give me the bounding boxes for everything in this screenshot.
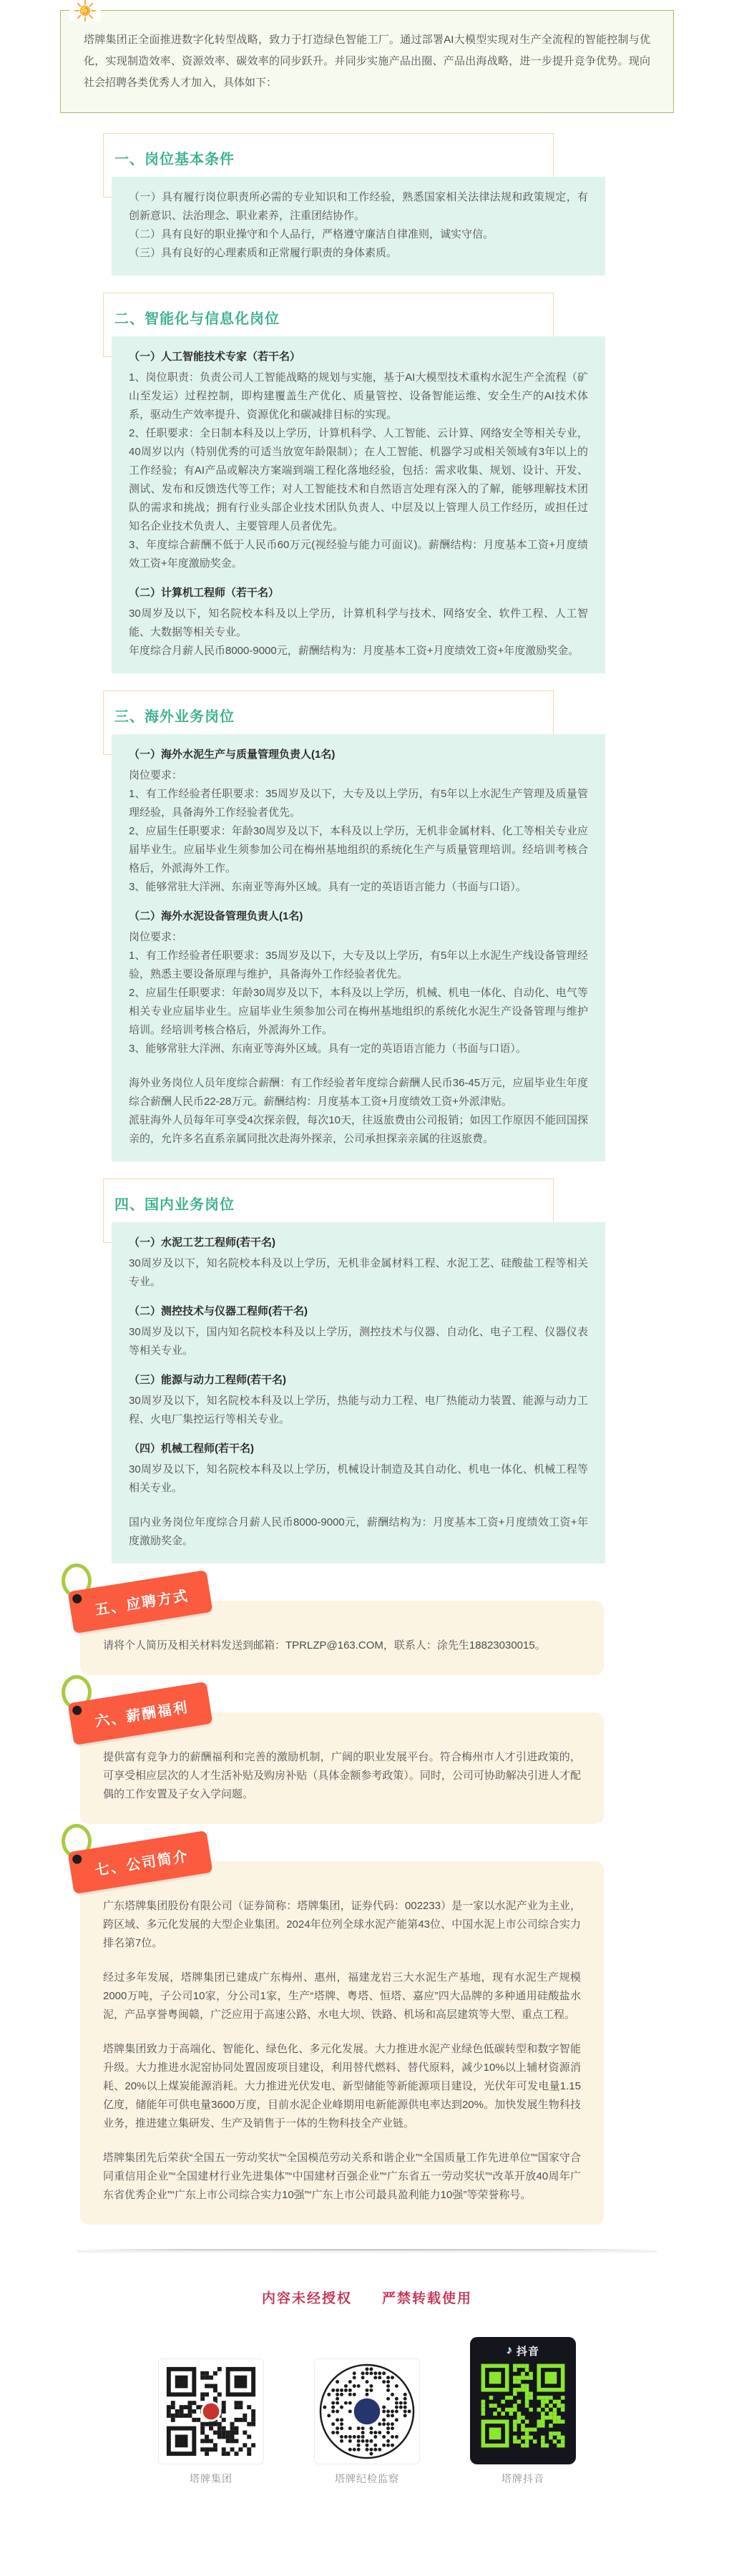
tagged-section xyxy=(80,1588,604,1675)
section-paragraph: 塔牌集团致力于高端化、智能化、绿色化、多元化发展。大力推进水泥产业绿色低碳转型和数字智能升级。大力推进水泥窑协同处置固废项目建设，利用替代燃料、替代原料，减少10%以上辅材资源消耗、20%以上煤炭能源消耗。大力推进光伏发电、新型储能等新能源项目建设，光伏年可发电量1.15亿度，储能年可供电量3600万度，目前水泥企业峰期用电新能源供电率达到20%。加快发展生物科技业务，推进建立集研发、生产及销售于一体的生物科技全产业链。 xyxy=(103,2043,581,2129)
douyin-header xyxy=(507,2341,539,2360)
section-paragraph: 广东塔牌集团股份有限公司（证券简称：塔牌集团，证券代码：002233）是一家以水泥产业为主业，跨区域、多元化发展的大型企业集团。2024年位列全球水泥产能第43位、中国水泥上市公司综合实力排名第7位。 xyxy=(103,1900,581,1949)
qr-label: 塔牌纪检监察 xyxy=(335,2473,399,2484)
qr-label: 塔牌抖音 xyxy=(501,2473,544,2484)
qr-code[interactable] xyxy=(158,2358,264,2464)
job-subheading: （二）计算机工程师（若干名） xyxy=(129,587,280,599)
job-paragraph: 2、任职要求：全日制本科及以上学历，计算机科学、人工智能、云计算、网络安全等相关专业，40周岁以内（特别优秀的可适当放宽年龄限制）；在人工智能、机器学习或相关领域有3年以上的工作经验；有AI产品或解决方案端到端工程化落地经验，包括：需求收集、规划、设计、开发、测试、发布和反馈迭代等工作；对人工智能技术和自然语言处理有深入的了解，能够理解技术团队的需求和挑战；拥有行业头部企业技术团队负责人、中层及以上管理人员工作经历，或担任过知名企业技术负责人、主要管理人员者优先。 xyxy=(129,427,588,532)
job-paragraph: 30周岁及以下，国内知名院校本科及以上学历，测控技术与仪器、自动化、电子工程、仪器仪表等相关专业。 xyxy=(129,1326,588,1357)
job-paragraph: 年度综合月薪人民币8000-9000元，薪酬结构为：月度基本工资+月度绩效工资+年度激励奖金。 xyxy=(129,645,579,657)
job-paragraph: 1、有工作经验者任职要求：35周岁及以下，大专及以上学历，有5年以上水泥生产线设备管理经验，熟悉主要设备原理与维护，具备海外工作经验者优先。 xyxy=(129,950,588,980)
section-paragraph: 请将个人简历及相关材料发送到邮箱：TPRLZP@163.COM，联系人：涂先生18823030015。 xyxy=(103,1639,546,1652)
qr-card xyxy=(314,2358,420,2486)
job-paragraph: 30周岁及以下，知名院校本科及以上学历，机械设计制造及其自动化、机电一体化、机械工程等相关专业。 xyxy=(129,1463,588,1494)
job-paragraph: 30周岁及以下，知名院校本科及以上学历，热能与动力工程、电厂热能动力装置、能源与动力工程、火电厂集控运行等相关专业。 xyxy=(129,1395,588,1425)
section-paragraph: 提供富有竞争力的薪酬福利和完善的激励机制，广阔的职业发展平台。符合梅州市人才引进政策的，可享受相应层次的人才生活补贴及购房补贴（具体金额参考政策）。同时，公司可协助解决引进人才配偶的工作安置及子女入学问题。 xyxy=(103,1751,581,1800)
job-paragraph: 3、能够常驻大洋洲、东南亚等海外区域。具有一定的英语语言能力（书面与口语）。 xyxy=(129,1043,527,1055)
pin-dot-icon xyxy=(72,1705,82,1716)
section-paragraph: 塔牌集团先后荣获“全国五一劳动奖状”“全国模范劳动关系和谐企业”“全国质量工作先进单位”“国家守合同重信用企业”“全国建材行业先进集体”“中国建材百强企业”“广东省五一劳动奖状”“改革开放40周年广东省优秀企业”“广东上市公司综合实力10强”“广东上市公司最具盈利能力10强”等荣誉称号。 xyxy=(103,2152,581,2201)
section-title: 三、海外业务岗位 xyxy=(114,709,235,725)
job-paragraph: 1、有工作经验者任职要求：35周岁及以下，大专及以上学历，有5年以上水泥生产管理及质量管理经验，具备海外工作经验者优先。 xyxy=(129,788,588,819)
section-content-panel xyxy=(112,336,605,673)
copyright-notice: 内容未经授权 严禁转载使用 xyxy=(261,2291,472,2306)
job-subheading: （二）海外水泥设备管理负责人(1名) xyxy=(129,910,303,922)
job-paragraph: 3、年度综合薪酬不低于人民币60万元(视经验与能力可面议)。薪酬结构：月度基本工资+月度绩效工资+年度激励奖金。 xyxy=(129,539,588,570)
douyin-label: 抖音 xyxy=(516,2345,539,2358)
job-paragraph: 海外业务岗位人员年度综合薪酬：有工作经验者年度综合薪酬人民币36-45万元，应届毕业生年度综合薪酬人民币22-28万元。薪酬结构：月度基本工资+月度绩效工资+外派津贴。 xyxy=(129,1077,588,1108)
tagged-section xyxy=(80,1699,604,1824)
qr-code-row xyxy=(0,2337,734,2486)
section-content-panel xyxy=(112,1222,605,1563)
job-paragraph: 岗位要求： xyxy=(129,769,183,781)
job-paragraph: 2、应届生任职要求：年龄30周岁及以下，本科及以上学历，无机非金属材料、化工等相关专业应届毕业生。应届毕业生须参加公司在梅州基地组织的系统化生产与质量管理培训。经培训考核合格后，外派海外工作。 xyxy=(129,825,588,874)
section-title: 一、岗位基本条件 xyxy=(114,152,235,167)
section-title: 四、国内业务岗位 xyxy=(114,1197,235,1213)
pin-dot-icon xyxy=(72,1594,82,1604)
sun-icon xyxy=(69,0,101,21)
intro-text: 塔牌集团正全面推进数字化转型战略，致力于打造绿色智能工厂。通过部署AI大模型实现对生产全流程的智能控制与优化，实现制造效率、资源效率、碳效率的同步跃升。并同步实施产品出圈、产品出海战略，进一步提升竞争优势。现向社会招聘各类优秀人才加入，具体如下： xyxy=(84,34,650,89)
job-subheading: （二）测控技术与仪器工程师(若干名) xyxy=(129,1305,308,1317)
job-paragraph: 3、能够常驻大洋洲、东南亚等海外区域。具有一定的英语语言能力（书面与口语）。 xyxy=(129,881,527,893)
music-note-icon: ♪ xyxy=(506,2344,512,2356)
section-title: 二、智能化与信息化岗位 xyxy=(114,311,280,327)
section-tag-label: 六、薪酬福利 xyxy=(94,1699,190,1730)
job-paragraph: 派驻海外人员每年可享受4次探亲假，每次10天，往返旅费由公司报销；如因工作原因不能回国探亲的，允许多名直系亲属同批次赴海外探亲，公司承担探亲亲属的往返旅费。 xyxy=(129,1114,588,1145)
job-paragraph: （一）具有履行岗位职责所必需的专业知识和工作经验，熟悉国家相关法律法规和政策规定，有创新意识、法治理念、职业素养，注重团结协作。 xyxy=(129,191,588,222)
job-section xyxy=(103,291,612,673)
job-paragraph: （三）具有良好的心理素质和正常履行职责的身体素质。 xyxy=(129,247,398,259)
job-paragraph: 岗位要求： xyxy=(129,931,183,943)
job-section xyxy=(103,132,612,275)
tagged-sections-container xyxy=(0,1588,734,2225)
job-paragraph: 30周岁及以下，知名院校本科及以上学历，无机非金属材料工程、水泥工艺、硅酸盐工程等相关专业。 xyxy=(129,1257,588,1288)
section-tag-label: 七、公司简介 xyxy=(94,1848,190,1879)
job-subheading: （三）能源与动力工程师(若干名) xyxy=(129,1374,286,1386)
job-paragraph: 30周岁及以下，知名院校本科及以上学历，计算机科学与技术、网络安全、软件工程、人工智能、大数据等相关专业。 xyxy=(129,608,588,638)
qr-label: 塔牌集团 xyxy=(190,2473,233,2484)
job-section xyxy=(103,689,612,1161)
qr-code[interactable] xyxy=(470,2337,576,2464)
job-section xyxy=(103,1177,612,1563)
job-subheading: （一）海外水泥生产与质量管理负责人(1名) xyxy=(129,748,336,761)
job-subheading: （一）人工智能技术专家（若干名） xyxy=(129,351,301,363)
qr-card xyxy=(158,2358,264,2486)
job-paragraph: 国内业务岗位年度综合月薪人民币8000-9000元，薪酬结构为：月度基本工资+月度绩效工资+年度激励奖金。 xyxy=(129,1516,588,1547)
pin-dot-icon xyxy=(72,1854,82,1865)
qr-pattern xyxy=(477,2360,569,2455)
job-subheading: （四）机械工程师(若干名) xyxy=(129,1443,254,1455)
qr-card xyxy=(470,2337,576,2486)
job-paragraph: 2、应届生任职要求：年龄30周岁及以下，本科及以上学历，机械、机电一体化、自动化、电气等相关专业应届毕业生。应届毕业生须参加公司在梅州基地组织的系统化水泥生产设备管理与维护培训。经培训考核合格后，外派海外工作。 xyxy=(129,987,588,1036)
spacer xyxy=(129,1498,588,1513)
job-paragraph: 1、岗位职责：负责公司人工智能战略的规划与实施，基于AI大模型技术重构水泥生产全流程（矿山至发运）过程控制，即构建覆盖生产优化、质量管控、设备智能运维、安全生产的AI技术体系，驱动生产效率提升、资源优化和碳减排目标的实现。 xyxy=(129,371,588,421)
tagged-section-content xyxy=(80,1861,604,2225)
intro-card xyxy=(60,10,674,113)
qr-code[interactable] xyxy=(314,2358,420,2464)
job-subheading: （一）水泥工艺工程师(若干名) xyxy=(129,1236,275,1249)
section-tag-label: 五、应聘方式 xyxy=(94,1588,190,1619)
section-content-panel xyxy=(112,734,605,1161)
spacer xyxy=(129,1058,588,1074)
job-sections-container xyxy=(0,132,734,1563)
tagged-section xyxy=(80,1848,604,2225)
section-paragraph: 经过多年发展，塔牌集团已建成广东梅州、惠州，福建龙岩三大水泥生产基地，现有水泥生产规模2000万吨，子公司10家，分公司1家，生产“塔牌、粤塔、恒塔、嘉应”四大品牌的多种通用硅酸盐水泥，产品享誉粤闽赣，广泛应用于高速公路、水电大坝、铁路、机场和高层建筑等大型、重点工程。 xyxy=(103,1971,581,2021)
section-content-panel xyxy=(112,177,605,275)
footer-divider xyxy=(77,2249,657,2250)
job-paragraph: （二）具有良好的职业操守和个人品行，严格遵守廉洁自律准则，诚实守信。 xyxy=(129,228,494,240)
